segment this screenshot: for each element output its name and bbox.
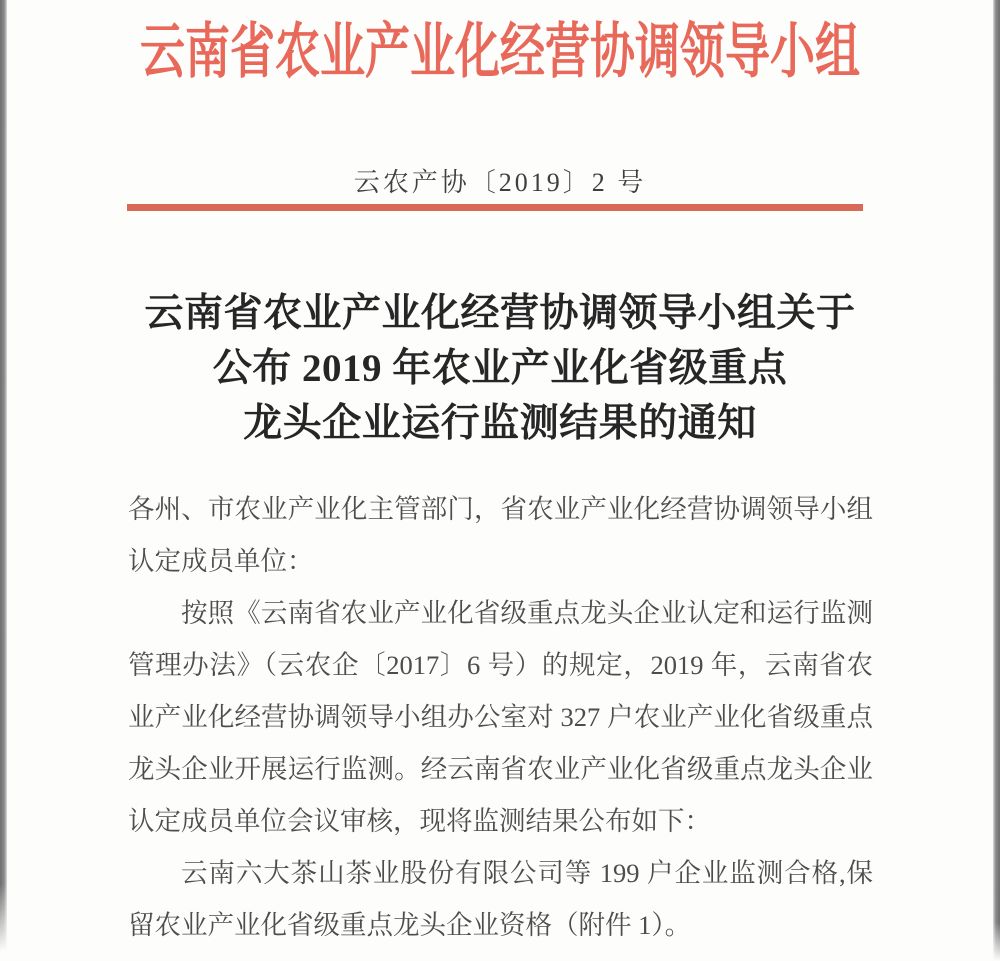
red-rule	[127, 204, 863, 211]
title-line-3: 龙头企业运行监测结果的通知	[243, 402, 757, 445]
title-line-1: 云南省农业产业化经营协调领导小组关于	[144, 292, 856, 335]
title-line-2: 公布 2019 年农业产业化省级重点	[212, 347, 788, 390]
document-masthead	[0, 4, 1000, 90]
document-body	[128, 483, 873, 951]
document-title	[0, 286, 1000, 451]
body-paragraph-2: 云南六大茶山茶业股份有限公司等 199 户企业监测合格,保留农业产业化省级重点龙头企业资格（附件 1）。	[128, 858, 873, 940]
scan-edge-left	[0, 0, 7, 961]
body-paragraph-1: 按照《云南省农业产业化省级重点龙头企业认定和运行监测管理办法》（云农企〔2017〕6 号）的规定，2019 年，云南省农业产业化经营协调领导小组办公室对 327 户农业产业化省级重点龙头企业开展运行监测。经云南省农业产业化省级重点龙头企业认定成员单位会议审核，现将监测结果公布如下：	[128, 598, 873, 836]
document-number: 云农产协〔2019〕2 号	[353, 168, 647, 197]
scan-edge-right	[993, 0, 1000, 961]
body-salutation: 各州、市农业产业化主管部门，省农业产业化经营协调领导小组认定成员单位：	[128, 494, 873, 576]
masthead-org-name: 云南省农业产业化经营协调领导小组	[140, 19, 860, 85]
